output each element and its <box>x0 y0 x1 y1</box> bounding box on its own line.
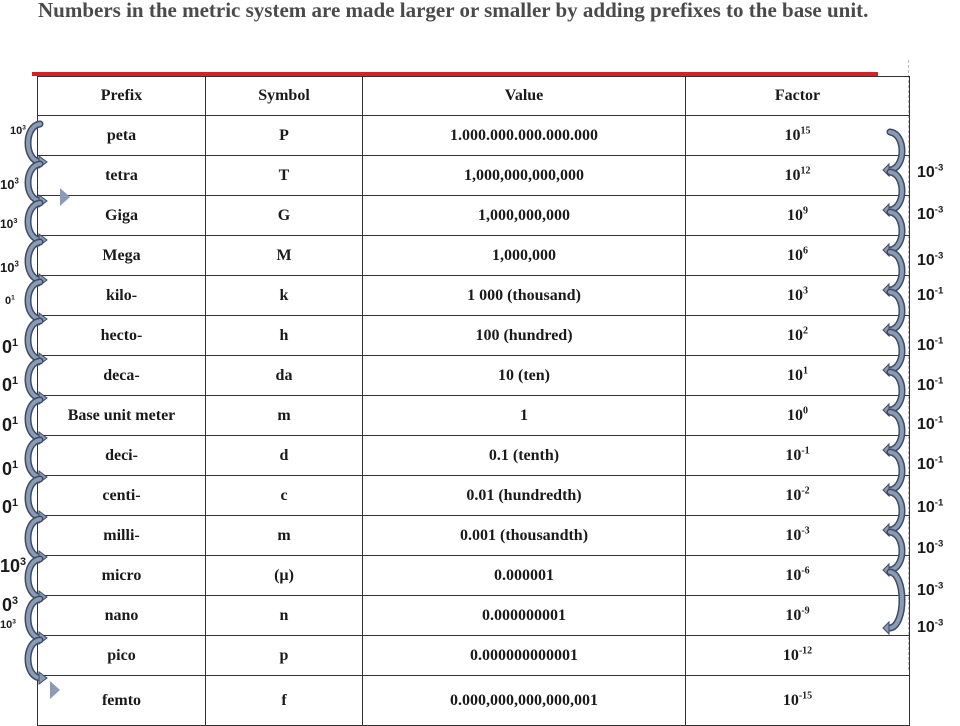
right-step-label <box>917 250 944 269</box>
left-step-base: 10 <box>0 177 15 192</box>
factor-base: 10 <box>785 606 802 624</box>
value-cell: 0.000000000001 <box>363 636 686 676</box>
right-step-label <box>917 454 944 473</box>
factor-exponent: -2 <box>801 485 810 497</box>
factor-exponent: -3 <box>801 525 810 537</box>
left-step-exponent: 3 <box>14 259 19 269</box>
factor-exponent: -12 <box>798 645 813 657</box>
left-step-label <box>2 460 18 478</box>
value-cell: 0.1 (tenth) <box>363 436 686 476</box>
header-factor: Factor <box>686 77 910 116</box>
left-step-base: 10 <box>0 619 13 631</box>
left-step-label <box>5 296 15 307</box>
factor-exponent: 6 <box>803 245 808 257</box>
prefix-cell: Mega <box>38 236 206 276</box>
value-cell: 0.000,000,000,000,001 <box>363 676 686 726</box>
right-step-label <box>917 335 944 354</box>
factor-base: 10 <box>785 446 802 464</box>
factor-base: 10 <box>787 286 803 304</box>
prefix-cell: kilo- <box>38 276 206 316</box>
right-step-base: 10 <box>917 252 935 269</box>
right-step-exponent: -3 <box>934 538 944 550</box>
symbol-cell: m <box>206 516 363 556</box>
factor-base: 10 <box>784 126 801 144</box>
right-step-exponent: -1 <box>934 335 944 347</box>
conversion-arrow <box>28 640 47 684</box>
right-step-label <box>917 285 944 304</box>
conversion-arrow <box>883 572 902 634</box>
value-cell: 0.01 (hundredth) <box>363 476 686 516</box>
left-step-label <box>2 498 18 516</box>
factor-base: 10 <box>787 326 803 344</box>
factor-exponent: 9 <box>803 205 808 217</box>
header-symbol: Symbol <box>206 77 363 116</box>
right-step-base: 10 <box>917 377 935 394</box>
factor-exponent: 12 <box>800 165 811 177</box>
left-step-label <box>2 596 18 614</box>
left-step-exponent: 3 <box>14 176 19 186</box>
right-step-base: 10 <box>917 456 935 473</box>
factor-exponent: -1 <box>801 445 810 457</box>
factor-base: 10 <box>787 406 803 424</box>
right-step-exponent: -1 <box>934 285 944 297</box>
header-prefix: Prefix <box>38 77 206 116</box>
right-step-exponent: -1 <box>934 414 944 426</box>
right-step-base: 10 <box>917 582 935 599</box>
left-step-base: 10 <box>0 260 15 275</box>
left-step-exponent: 1 <box>11 294 15 302</box>
left-step-label <box>0 620 16 631</box>
value-cell: 10 (ten) <box>363 356 686 396</box>
right-step-exponent: -3 <box>934 162 944 174</box>
pointer-triangle-icon <box>60 188 70 206</box>
right-step-base: 10 <box>917 540 935 557</box>
right-step-label <box>917 538 944 557</box>
right-step-exponent: -3 <box>934 617 944 629</box>
right-step-base: 10 <box>917 164 935 181</box>
left-step-base: 0 <box>2 415 13 435</box>
left-step-base: 0 <box>2 497 13 517</box>
symbol-cell: k <box>206 276 363 316</box>
prefix-cell: tetra <box>38 156 206 196</box>
left-step-exponent: 1 <box>12 459 19 471</box>
value-cell: 1,000,000,000 <box>363 196 686 236</box>
left-step-label <box>2 376 18 394</box>
factor-exponent: 1 <box>803 365 808 377</box>
value-cell: 1 <box>363 396 686 436</box>
prefix-cell: Giga <box>38 196 206 236</box>
right-step-label <box>917 414 944 433</box>
left-step-exponent: 3 <box>12 595 19 607</box>
prefix-cell: hecto- <box>38 316 206 356</box>
symbol-cell: T <box>206 156 363 196</box>
left-step-base: 10 <box>10 125 23 137</box>
symbol-cell: M <box>206 236 363 276</box>
prefix-cell: centi- <box>38 476 206 516</box>
factor-exponent: 3 <box>803 285 808 297</box>
left-step-label <box>0 178 19 191</box>
right-step-label <box>917 497 944 516</box>
right-step-exponent: -3 <box>934 204 944 216</box>
left-step-label <box>0 261 19 274</box>
symbol-cell: p <box>206 636 363 676</box>
value-cell: 0.001 (thousandth) <box>363 516 686 556</box>
left-step-exponent: 1 <box>12 415 19 427</box>
symbol-cell: f <box>206 676 363 726</box>
left-step-base: 0 <box>2 337 13 357</box>
right-step-base: 10 <box>917 499 935 516</box>
factor-exponent: 2 <box>803 325 808 337</box>
symbol-cell: P <box>206 116 363 156</box>
factor-exponent: -6 <box>801 565 810 577</box>
factor-exponent: 0 <box>803 405 808 417</box>
left-step-base: 10 <box>0 556 21 576</box>
prefix-cell: deci- <box>38 436 206 476</box>
factor-base: 10 <box>787 366 803 384</box>
prefix-cell: pico <box>38 636 206 676</box>
symbol-cell: n <box>206 596 363 636</box>
value-cell: 0.000000001 <box>363 596 686 636</box>
left-step-label <box>0 218 17 230</box>
left-step-label <box>2 416 18 434</box>
left-step-base: 10 <box>0 217 14 231</box>
symbol-cell: d <box>206 436 363 476</box>
value-cell: 1 000 (thousand) <box>363 276 686 316</box>
symbol-cell: G <box>206 196 363 236</box>
factor-base: 10 <box>782 646 799 664</box>
left-step-base: 0 <box>2 375 13 395</box>
factor-exponent: -9 <box>801 605 810 617</box>
right-step-exponent: -1 <box>934 497 944 509</box>
right-step-base: 10 <box>917 337 935 354</box>
right-step-base: 10 <box>917 619 935 636</box>
right-step-label <box>917 580 944 599</box>
value-cell: 100 (hundred) <box>363 316 686 356</box>
value-cell: 1.000.000.000.000.000 <box>363 116 686 156</box>
right-step-label <box>917 617 944 636</box>
right-step-base: 10 <box>917 206 935 223</box>
page-title: Numbers in the metric system are made larger or smaller by adding prefixes to the base unit. <box>38 0 869 22</box>
prefix-cell: deca- <box>38 356 206 396</box>
prefix-cell: milli- <box>38 516 206 556</box>
left-step-exponent: 1 <box>12 375 19 387</box>
right-step-exponent: -1 <box>934 454 944 466</box>
factor-exponent: 15 <box>800 125 811 137</box>
factor-base: 10 <box>785 486 802 504</box>
symbol-cell: h <box>206 316 363 356</box>
prefix-cell: femto <box>38 676 206 726</box>
left-step-base: 0 <box>2 459 13 479</box>
left-step-exponent: 1 <box>12 497 19 509</box>
prefix-cell: peta <box>38 116 206 156</box>
symbol-cell: da <box>206 356 363 396</box>
left-step-exponent: 3 <box>20 556 27 568</box>
right-step-base: 10 <box>917 287 935 304</box>
right-step-label <box>917 204 944 223</box>
right-step-exponent: -1 <box>934 375 944 387</box>
left-step-label <box>10 126 26 137</box>
value-cell: 0.000001 <box>363 556 686 596</box>
left-step-exponent: 3 <box>22 124 26 132</box>
prefix-cell: Base unit meter <box>38 396 206 436</box>
right-step-exponent: -3 <box>934 250 944 262</box>
right-step-base: 10 <box>917 416 935 433</box>
left-step-exponent: 3 <box>12 618 16 626</box>
symbol-cell: (µ) <box>206 556 363 596</box>
pointer-triangle-icon <box>50 681 60 699</box>
factor-exponent: -15 <box>798 690 813 702</box>
left-step-base: 0 <box>2 595 13 615</box>
header-value: Value <box>363 77 686 116</box>
factor-base: 10 <box>787 246 803 264</box>
right-step-label <box>917 162 944 181</box>
prefix-cell: nano <box>38 596 206 636</box>
factor-base: 10 <box>784 166 801 184</box>
factor-base: 10 <box>782 691 799 709</box>
right-step-exponent: -3 <box>934 580 944 592</box>
left-step-exponent: 3 <box>13 216 18 225</box>
left-step-base: 0 <box>5 295 12 307</box>
value-cell: 1,000,000 <box>363 236 686 276</box>
factor-base: 10 <box>785 566 802 584</box>
right-step-label <box>917 375 944 394</box>
prefix-cell: micro <box>38 556 206 596</box>
value-cell: 1,000,000,000,000 <box>363 156 686 196</box>
factor-base: 10 <box>785 526 802 544</box>
symbol-cell: m <box>206 396 363 436</box>
symbol-cell: c <box>206 476 363 516</box>
left-step-label <box>2 338 18 356</box>
left-step-label <box>0 557 26 575</box>
factor-base: 10 <box>787 206 803 224</box>
left-step-exponent: 1 <box>12 337 19 349</box>
